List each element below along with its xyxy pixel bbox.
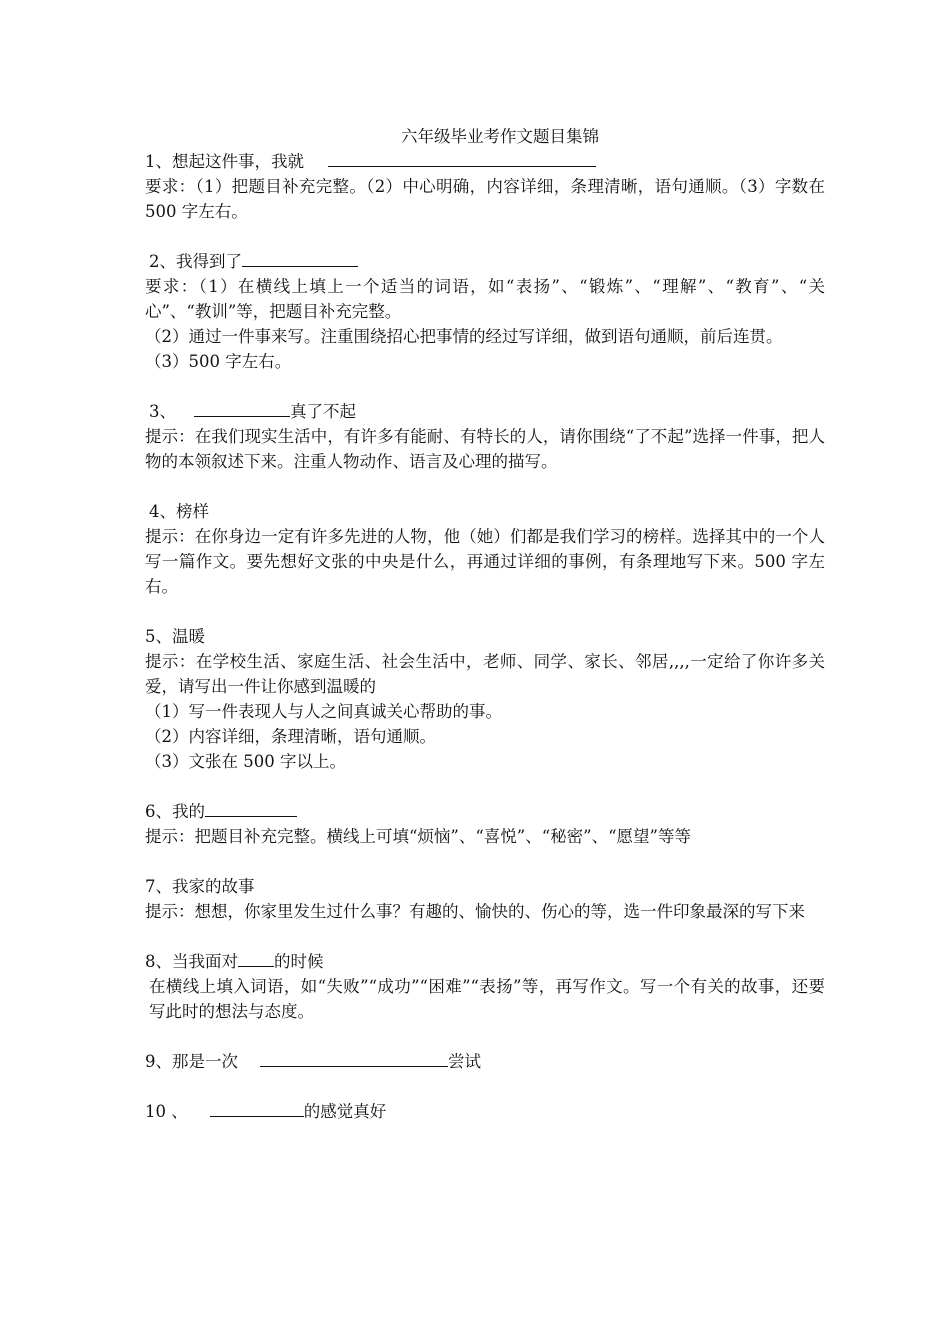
question-6-text: 6、我的	[145, 802, 205, 821]
question-10-suffix: 的感觉真好	[303, 1102, 387, 1121]
question-2-requirement-1: 要求：（1）在横线上填上一个适当的词语，如“表扬”、“锻炼”、“理解”、“教育”、“关心”、“教训”等，把题目补充完整。	[145, 277, 825, 321]
question-5-heading: 5、温暖	[145, 627, 205, 646]
question-4-hint: 提示：在你身边一定有许多先进的人物，他（她）们都是我们学习的榜样。选择其中的一个人写一篇作文。要先想好文张的中央是什么，再通过详细的事例，有条理地写下来。500 字左右。	[145, 527, 825, 596]
question-8-heading	[145, 949, 825, 974]
question-6-blank[interactable]	[205, 800, 297, 817]
document-title: 六年级毕业考作文题目集锦	[401, 127, 599, 146]
question-10-heading	[145, 1099, 825, 1124]
question-5-item-2: （2）内容详细，条理清晰，语句通顺。	[145, 727, 436, 746]
question-3-heading	[145, 399, 825, 424]
question-6-hint: 提示：把题目补充完整。横线上可填“烦恼”、“喜悦”、“秘密”、“愿望”等等	[145, 827, 691, 846]
question-7-hint: 提示：想想，你家里发生过什么事？有趣的、愉快的、伤心的等，选一件印象最深的写下来	[145, 902, 805, 921]
question-10-blank[interactable]	[210, 1100, 304, 1117]
question-7-heading: 7、我家的故事	[145, 877, 255, 896]
question-1-blank[interactable]	[328, 150, 596, 167]
question-9-heading	[145, 1049, 825, 1074]
question-5-item-1: （1）写一件表现人与人之间真诚关心帮助的事。	[145, 702, 502, 721]
question-1-requirements: 要求：（1）把题目补充完整。（2）中心明确，内容详细，条理清晰，语句通顺。（3）字数在 500 字左右。	[145, 177, 825, 221]
question-8-prefix: 8、当我面对	[145, 952, 238, 971]
question-9-blank[interactable]	[260, 1050, 448, 1067]
question-2-requirement-3: （3）500 字左右。	[145, 352, 292, 371]
question-9-suffix: 尝试	[448, 1052, 481, 1071]
document-body	[145, 124, 825, 1124]
question-2-heading	[145, 249, 825, 274]
question-8-blank[interactable]	[238, 950, 274, 967]
question-1-heading	[145, 149, 825, 174]
question-3-number: 3、	[149, 402, 176, 421]
question-3-text: 真了不起	[290, 402, 356, 421]
question-2-text: 2、我得到了	[149, 252, 242, 271]
question-4-heading: 4、榜样	[149, 502, 209, 521]
question-1-text: 1、想起这件事，我就	[145, 152, 304, 171]
question-2-requirement-2: （2）通过一件事来写。注重围绕招心把事情的经过写详细，做到语句通顺，前后连贯。	[145, 327, 783, 346]
question-2-blank[interactable]	[242, 250, 358, 267]
question-10-number: 10 、	[145, 1102, 188, 1121]
question-3-hint: 提示：在我们现实生活中，有许多有能耐、有特长的人，请你围绕“了不起”选择一件事，把人物的本领叙述下来。注重人物动作、语言及心理的描写。	[145, 427, 825, 471]
question-8-suffix: 的时候	[274, 952, 324, 971]
question-5-item-3: （3）文张在 500 字以上。	[145, 752, 346, 771]
question-8-hint: 在横线上填入词语，如“失败”“成功”“困难”“表扬”等，再写作文。写一个有关的故事，还要写此时的想法与态度。	[149, 977, 825, 1021]
question-3-blank[interactable]	[194, 400, 290, 417]
question-6-heading	[145, 799, 825, 824]
question-9-prefix: 9、那是一次	[145, 1052, 238, 1071]
question-5-hint: 提示：在学校生活、家庭生活、社会生活中，老师、同学、家长、邻居,,,,一定给了你许多关爱，请写出一件让你感到温暖的	[145, 652, 825, 696]
